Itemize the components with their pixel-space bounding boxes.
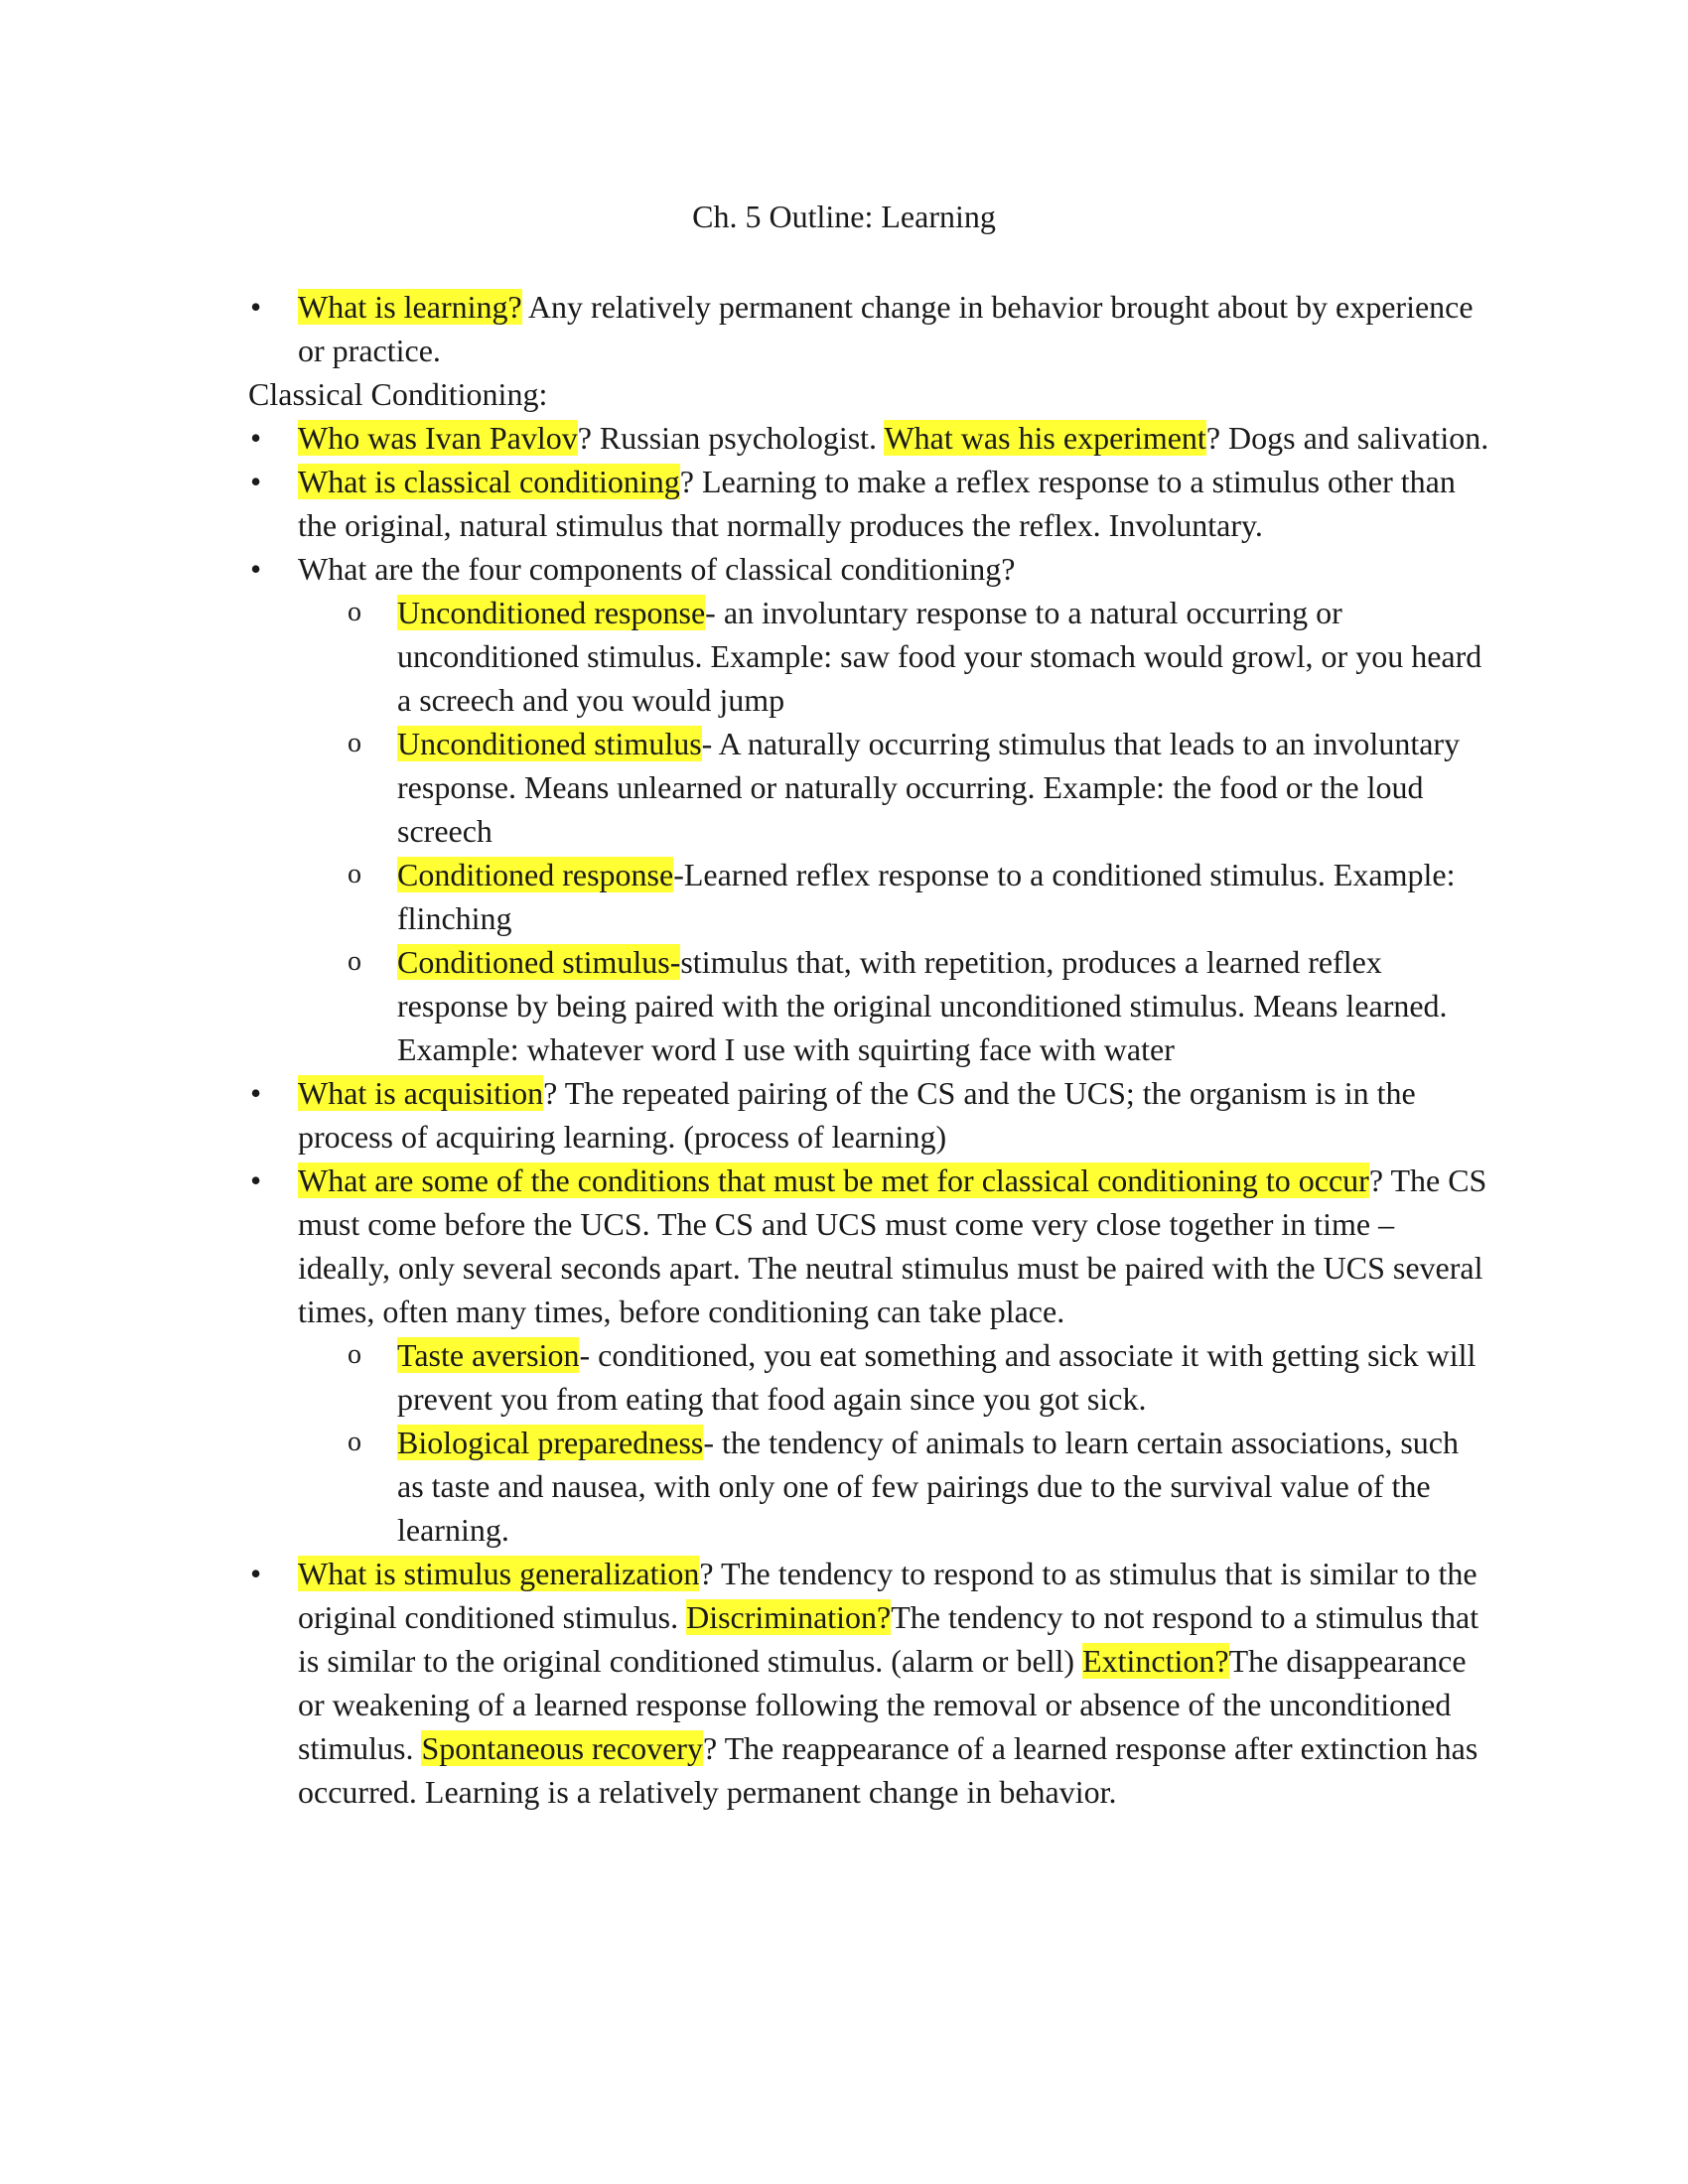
section-heading: Classical Conditioning: xyxy=(248,376,548,412)
sub-item xyxy=(248,1333,1489,1421)
answer-text: The disappearance or weakening of a learned response following the removal or absence of the unconditioned stimulus. xyxy=(298,1643,1467,1766)
answer-text: The tendency to not respond to a stimulus that is similar to the original conditioned stimulus. (alarm or bell) xyxy=(298,1599,1479,1679)
sub-item xyxy=(248,1421,1489,1552)
list-item-components xyxy=(248,547,1489,591)
sub-list-components xyxy=(248,591,1489,1071)
page-title: Ch. 5 Outline: Learning xyxy=(692,199,996,234)
highlighted-question: What is stimulus generalization xyxy=(298,1556,700,1591)
sub-list-conditions xyxy=(248,1333,1489,1552)
circle-bullet-icon: o xyxy=(348,859,361,889)
answer-text: ? Dogs and salivation. xyxy=(1205,420,1489,456)
highlighted-question: Spontaneous recovery xyxy=(421,1730,703,1766)
list-item-learning xyxy=(248,285,1489,372)
answer-text: ? Learning to make a reflex response to a stimulus other than the original, natural stimulus that normally produces the reflex. Involuntary. xyxy=(298,464,1456,543)
bullet-icon: • xyxy=(250,464,262,499)
answer-text: ? The repeated pairing of the CS and the UCS; the organism is in the process of acquiring learning. (process of learning) xyxy=(298,1075,1416,1155)
highlighted-question: What is classical conditioning xyxy=(298,464,680,499)
outline-body xyxy=(248,285,1489,1814)
highlighted-question: What are some of the conditions that must be met for classical conditioning to occur xyxy=(298,1162,1369,1198)
circle-bullet-icon: o xyxy=(348,728,361,758)
answer-text: ? The reappearance of a learned response after extinction has occurred. Learning is a relatively permanent change in behavior. xyxy=(298,1730,1478,1810)
circle-bullet-icon: o xyxy=(348,946,361,977)
highlighted-question: What is learning? xyxy=(298,289,522,325)
list-item-conditions xyxy=(248,1159,1489,1333)
sub-item xyxy=(248,591,1489,722)
highlighted-question: Who was Ivan Pavlov xyxy=(298,420,578,456)
answer-text: ? The tendency to respond to as stimulus that is similar to the original conditioned stimulus. xyxy=(298,1556,1477,1635)
highlighted-term: Conditioned stimulus- xyxy=(397,944,681,980)
highlighted-term: Unconditioned stimulus xyxy=(397,726,702,761)
bullet-icon: • xyxy=(250,551,262,587)
answer-text: Any relatively permanent change in behavior brought about by experience or practice. xyxy=(298,289,1474,368)
circle-bullet-icon: o xyxy=(348,597,361,627)
circle-bullet-icon: o xyxy=(348,1427,361,1457)
highlighted-question: Discrimination? xyxy=(686,1599,892,1635)
highlighted-term: Conditioned response xyxy=(397,857,674,892)
outline-list xyxy=(248,416,1489,591)
outline-list xyxy=(248,285,1489,372)
highlighted-question: What is acquisition xyxy=(298,1075,544,1111)
highlighted-term: Biological preparedness xyxy=(397,1425,704,1460)
bullet-icon: • xyxy=(250,1556,262,1591)
sub-item xyxy=(248,940,1489,1071)
term-definition: - conditioned, you eat something and associate it with getting sick will prevent you from eating that food again since you got sick. xyxy=(397,1337,1477,1417)
bullet-icon: • xyxy=(250,289,262,325)
bullet-icon: • xyxy=(250,1162,262,1198)
highlighted-term: Taste aversion xyxy=(397,1337,580,1373)
outline-list xyxy=(248,1071,1489,1333)
term-definition: - the tendency of animals to learn certain associations, such as taste and nausea, with only one of few pairings due to the survival value of the learning. xyxy=(397,1425,1459,1548)
answer-text: ? Russian psychologist. xyxy=(577,420,885,456)
list-item-acquisition xyxy=(248,1071,1489,1159)
term-definition: - an involuntary response to a natural occurring or unconditioned stimulus. Example: saw food your stomach would growl, or you heard a screech and you would jump xyxy=(397,595,1482,718)
highlighted-question: Extinction? xyxy=(1082,1643,1229,1679)
term-definition: stimulus that, with repetition, produces a learned reflex response by being paired with the original unconditioned stimulus. Means learned. Example: whatever word I use with squirting face with water xyxy=(397,944,1448,1067)
outline-list xyxy=(248,1552,1489,1814)
question-text: What are the four components of classical conditioning? xyxy=(298,551,1016,587)
bullet-icon: • xyxy=(250,420,262,456)
sub-item xyxy=(248,853,1489,940)
circle-bullet-icon: o xyxy=(348,1339,361,1370)
term-definition: -Learned reflex response to a conditioned stimulus. Example: flinching xyxy=(397,857,1456,936)
list-item-pavlov xyxy=(248,416,1489,460)
bullet-icon: • xyxy=(250,1075,262,1111)
list-item-classical-conditioning xyxy=(248,460,1489,547)
sub-item xyxy=(248,722,1489,853)
highlighted-term: Unconditioned response xyxy=(397,595,706,630)
answer-text: ? The CS must come before the UCS. The CS and UCS must come very close together in time – ideally, only several seconds apart. The neutral stimulus must be paired with the UCS several times, often many times, before conditioning can take place. xyxy=(298,1162,1487,1329)
list-item-generalization xyxy=(248,1552,1489,1814)
highlighted-question: What was his experiment xyxy=(884,420,1206,456)
term-definition: - A naturally occurring stimulus that leads to an involuntary response. Means unlearned or naturally occurring. Example: the food or the loud screech xyxy=(397,726,1461,849)
